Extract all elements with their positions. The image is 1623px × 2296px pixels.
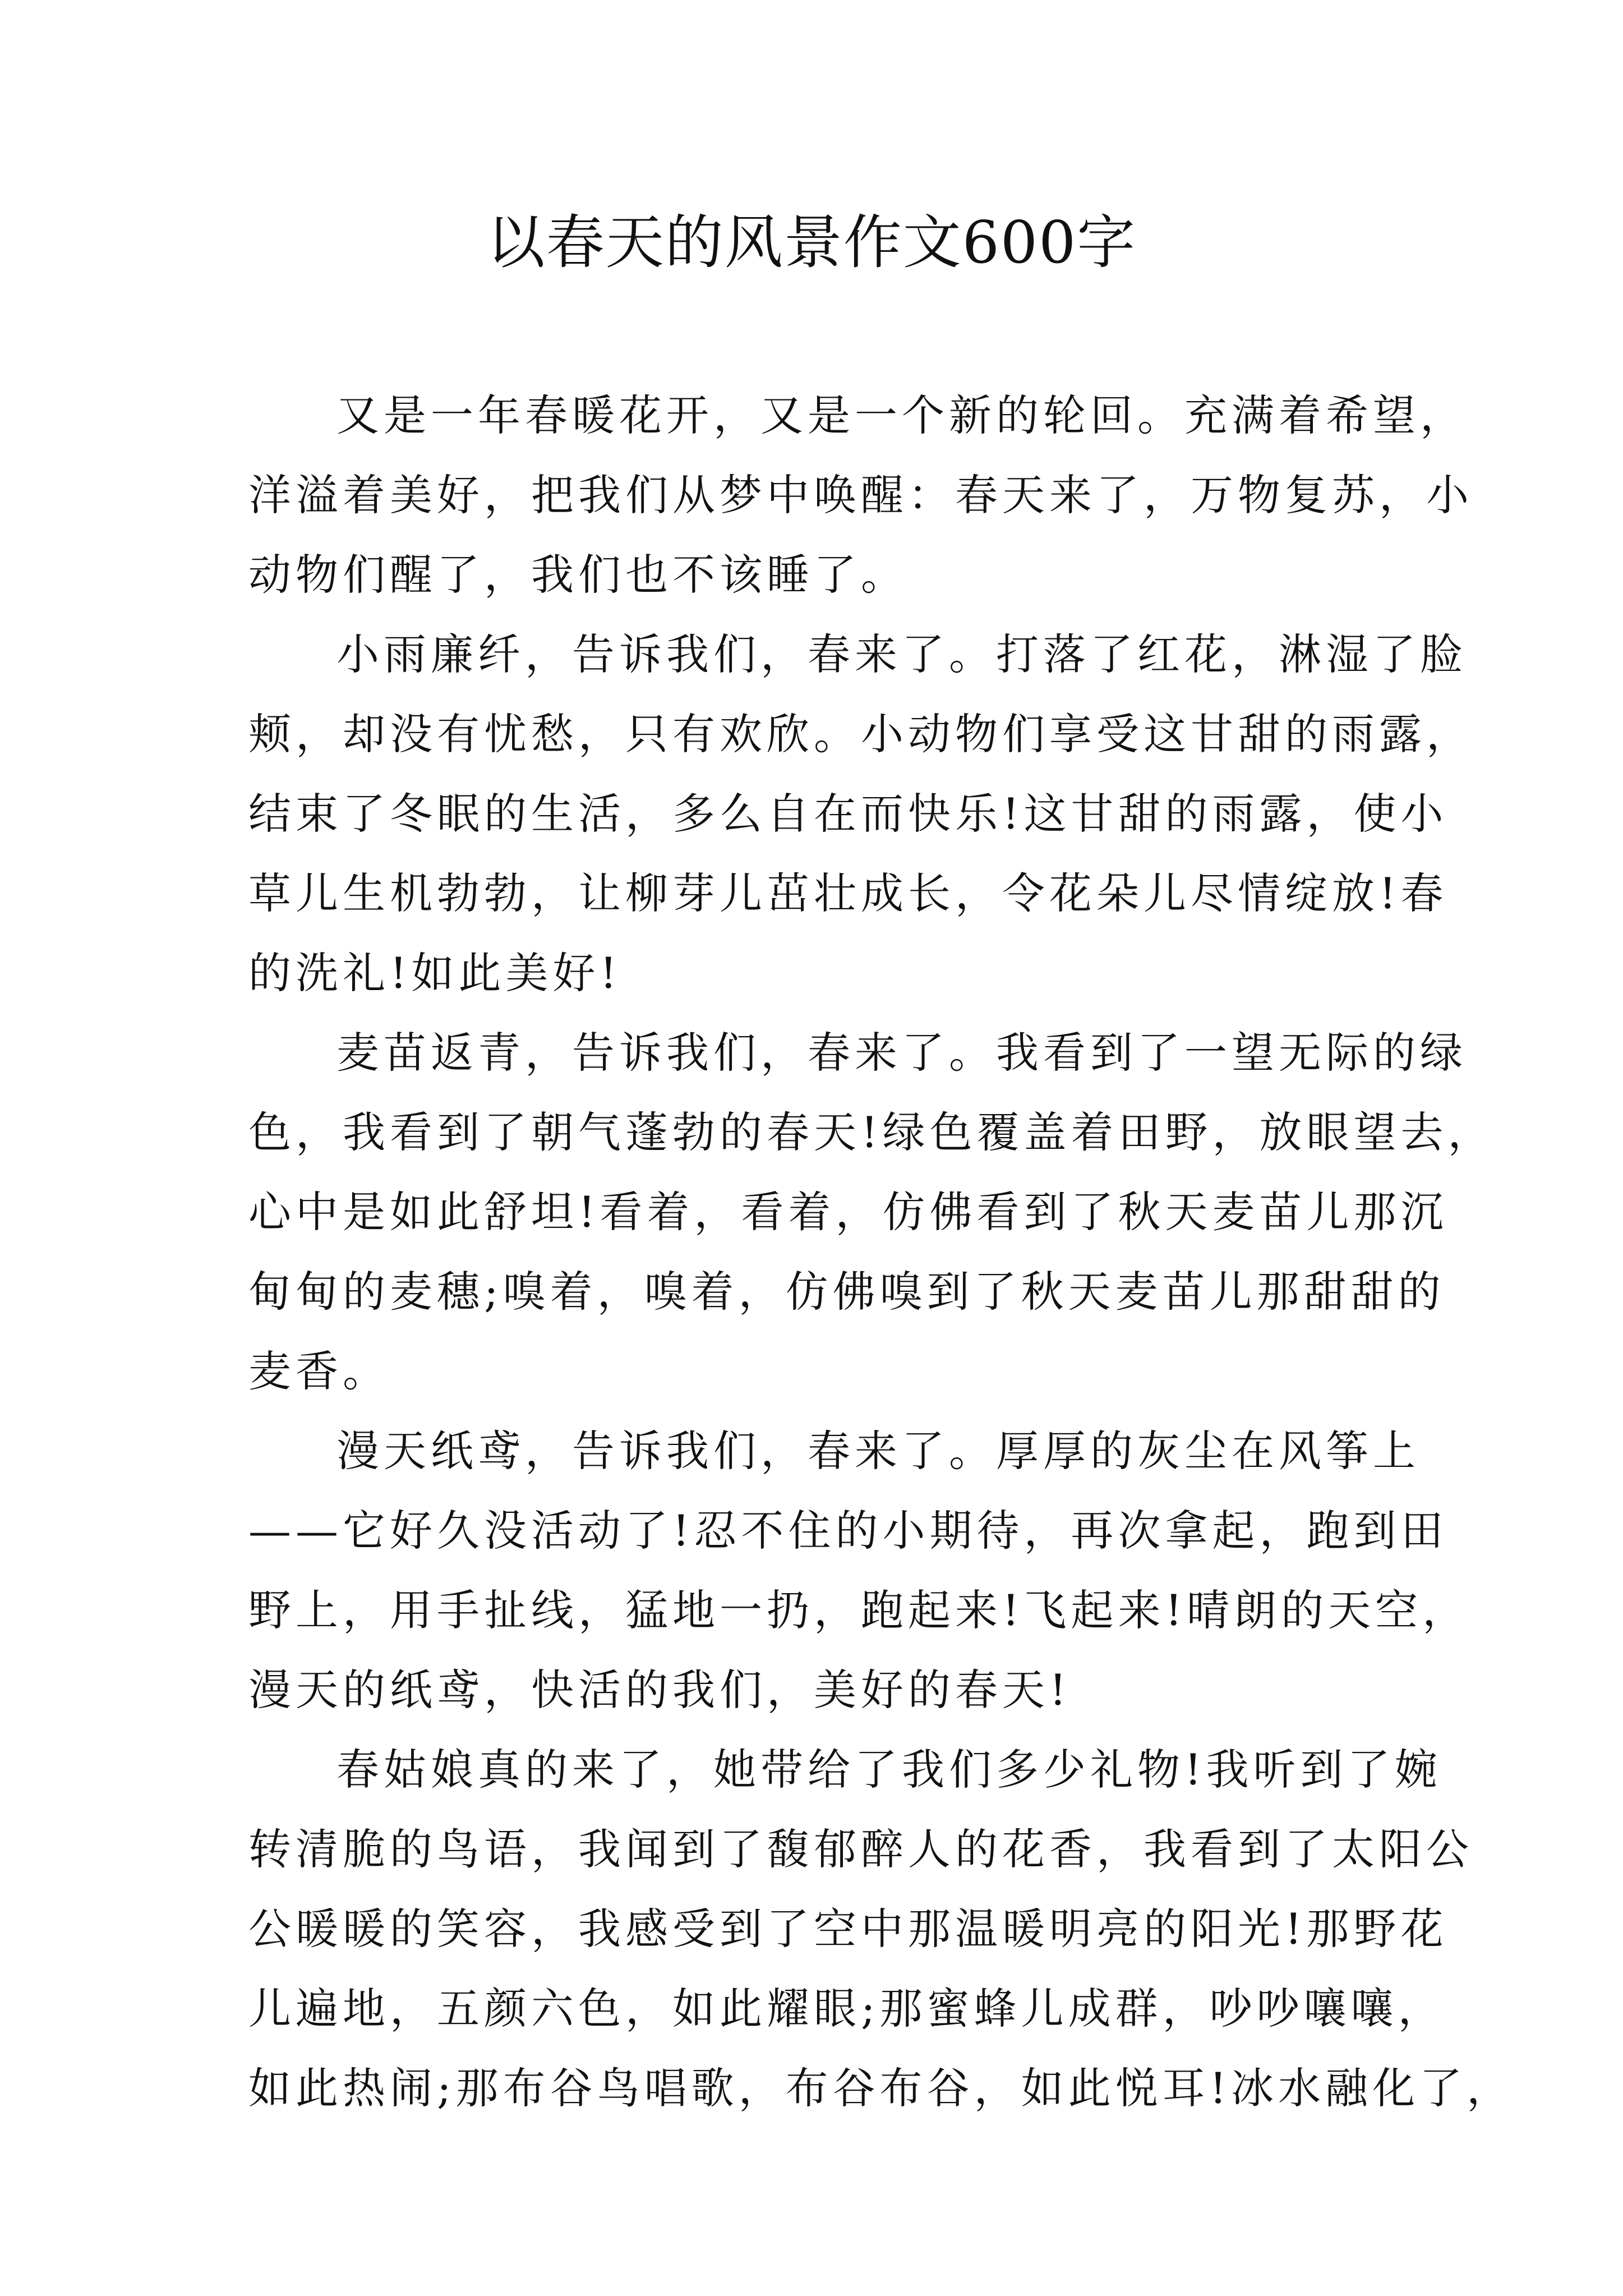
paragraph-4-line-3: 野上，用手扯线，猛地一扔，跑起来!飞起来!晴朗的天空， xyxy=(248,1585,1470,1635)
paragraph-1-line-1: 又是一年春暖花开，又是一个新的轮回。充满着希望， xyxy=(336,390,1467,440)
document-title: 以春天的风景作文600字 xyxy=(486,208,1137,277)
paragraph-1-line-3: 动物们醒了，我们也不该睡了。 xyxy=(248,550,908,600)
paragraph-3-line-3: 心中是如此舒坦!看着，看着，仿佛看到了秋天麦苗儿那沉 xyxy=(248,1187,1448,1237)
paragraph-4-line-2: ——它好久没活动了!忍不住的小期待，再次拿起，跑到田 xyxy=(248,1506,1448,1556)
paragraph-5-line-3: 公暖暖的笑容，我感受到了空中那温暖明亮的阳光!那野花 xyxy=(248,1904,1448,1954)
paragraph-2-line-3: 结束了冬眠的生活，多么自在而快乐!这甘甜的雨露，使小 xyxy=(248,789,1448,839)
paragraph-3-line-4: 甸甸的麦穗;嗅着，嗅着，仿佛嗅到了秋天麦苗儿那甜甜的 xyxy=(248,1267,1445,1317)
paragraph-2-line-5: 的洗礼!如此美好! xyxy=(248,948,622,998)
paragraph-5-line-2: 转清脆的鸟语，我闻到了馥郁醉人的花香，我看到了太阳公 xyxy=(248,1824,1473,1874)
paragraph-2-line-1: 小雨廉纤，告诉我们，春来了。打落了红花，淋湿了脸 xyxy=(336,629,1467,679)
paragraph-4-line-4: 漫天的纸鸢，快活的我们，美好的春天! xyxy=(248,1665,1071,1715)
paragraph-1-line-2: 洋溢着美好，把我们从梦中唤醒：春天来了，万物复苏，小 xyxy=(248,470,1473,520)
paragraph-4-line-1: 漫天纸鸢，告诉我们，春来了。厚厚的灰尘在风筝上 xyxy=(336,1426,1420,1476)
paragraph-2-line-4: 草儿生机勃勃，让柳芽儿茁壮成长，令花朵儿尽情绽放!春 xyxy=(248,868,1448,918)
paragraph-5-line-4: 儿遍地，五颜六色，如此耀眼;那蜜蜂儿成群，吵吵嚷嚷， xyxy=(248,1984,1445,2033)
paragraph-5-line-1: 春姑娘真的来了，她带给了我们多少礼物!我听到了婉 xyxy=(336,1745,1442,1795)
paragraph-3-line-5: 麦香。 xyxy=(248,1346,390,1396)
paragraph-2-line-2: 颊，却没有忧愁，只有欢欣。小动物们享受这甘甜的雨露， xyxy=(248,709,1473,759)
paragraph-3-line-1: 麦苗返青，告诉我们，春来了。我看到了一望无际的绿 xyxy=(336,1028,1467,1078)
paragraph-5-line-5: 如此热闹;那布谷鸟唱歌，布谷布谷，如此悦耳!冰水融化了， xyxy=(248,2063,1514,2113)
paragraph-3-line-2: 色，我看到了朝气蓬勃的春天!绿色覆盖着田野，放眼望去， xyxy=(248,1107,1495,1157)
